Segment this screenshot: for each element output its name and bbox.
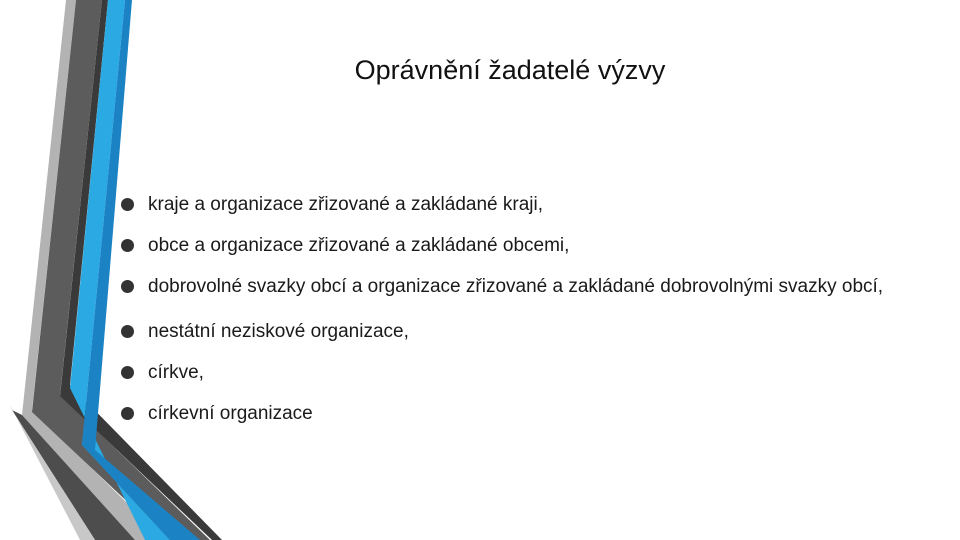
bullet-dot-icon — [121, 407, 134, 420]
bullet-dot-icon — [121, 366, 134, 379]
bullet-item — [118, 319, 898, 344]
bullet-text: obce a organizace zřizované a zakládané obcemi, — [148, 235, 570, 256]
bullet-item — [118, 401, 898, 426]
bullet-item — [118, 192, 898, 217]
bullet-dot-icon — [121, 280, 134, 293]
bullet-text: církve, — [148, 362, 204, 383]
bullet-dot-icon — [121, 198, 134, 211]
bullet-item — [118, 233, 898, 258]
bullet-text: církevní organizace — [148, 403, 313, 424]
bullet-dot-icon — [121, 325, 134, 338]
bullet-dot-icon — [121, 239, 134, 252]
bullet-text: kraje a organizace zřizované a zakládané kraji, — [148, 194, 543, 215]
slide-title: Oprávnění žadatelé výzvy — [354, 55, 666, 85]
bullet-text: nestátní neziskové organizace, — [148, 321, 409, 342]
bullet-text: dobrovolné svazky obcí a organizace zřizované a zakládané dobrovolnými svazky obcí, — [148, 276, 884, 297]
bullet-item — [118, 274, 898, 299]
bullet-item — [118, 360, 898, 385]
bullet-list — [118, 192, 898, 426]
